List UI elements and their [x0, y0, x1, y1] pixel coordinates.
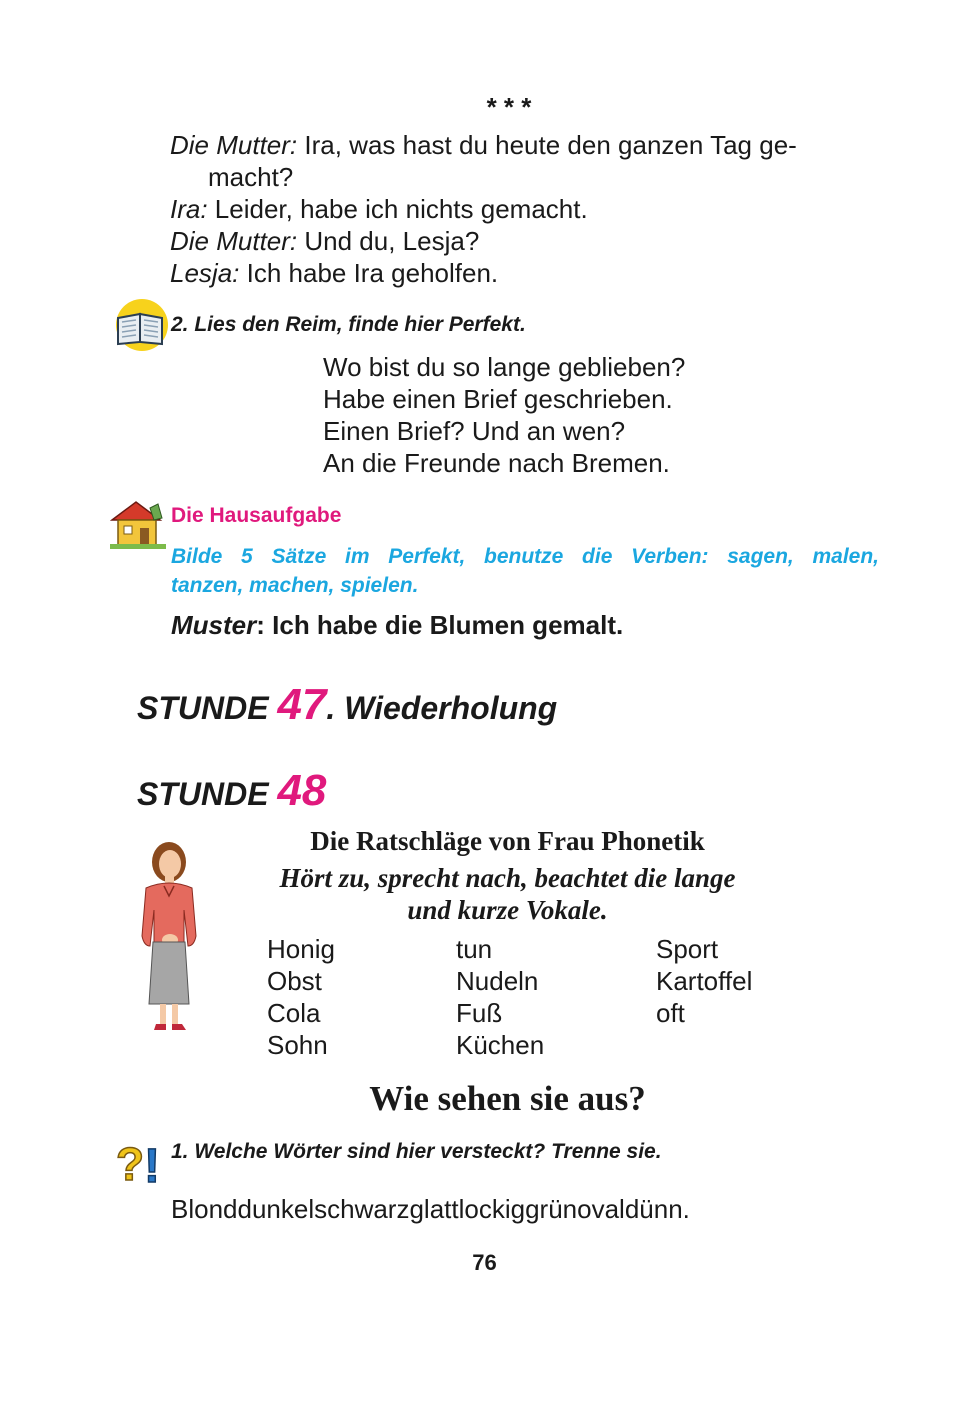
example-label: Muster	[171, 610, 257, 640]
dialogue-line-1	[170, 129, 797, 161]
lesson-47-heading	[137, 680, 557, 730]
word-item: Fuß	[456, 998, 503, 1028]
dialogue-text: Und du, Lesja?	[297, 226, 480, 256]
dialogue-text: Ich habe Ira geholfen.	[239, 258, 499, 288]
task-1-instruction: 1. Welche Wörter sind hier versteckt? Trenne sie.	[171, 1140, 662, 1163]
word-item: Sohn	[267, 1030, 328, 1060]
rhyme-line-3: Einen Brief? Und an wen?	[323, 416, 626, 446]
word-item: Kartoffel	[656, 966, 753, 996]
dialogue-text: macht?	[208, 162, 294, 192]
homework-instruction-line-1: Bilde 5 Sätze im Perfekt, benutze die Verben: sagen, malen,	[171, 545, 879, 568]
lesson-word: STUNDE	[137, 776, 278, 812]
section-separator: * * *	[486, 92, 532, 122]
word-item: Cola	[267, 998, 321, 1028]
phonetics-instruction-line-1: Hört zu, sprecht nach, beachtet die lange	[279, 863, 736, 893]
word-item: Nudeln	[456, 966, 539, 996]
word-item: oft	[656, 998, 685, 1028]
svg-text:!: !	[144, 1140, 160, 1188]
woman-figure-icon	[134, 840, 204, 1035]
word-item: Obst	[267, 966, 322, 996]
phonetics-title: Die Ratschläge von Frau Phonetik	[310, 826, 705, 856]
word-item: Sport	[656, 934, 719, 964]
word-column-3	[656, 933, 752, 1029]
phonetics-instruction-line-2: und kurze Vokale.	[407, 895, 608, 925]
homework-instruction-line-2: tanzen, machen, spielen.	[171, 574, 419, 597]
dialogue-line-2	[208, 161, 293, 193]
dialogue-line-4	[170, 225, 479, 257]
example-text: : Ich habe die Blumen gemalt.	[256, 610, 624, 640]
section-title: Wie sehen sie aus?	[369, 1079, 646, 1118]
dialogue-text: Leider, habe ich nichts gemacht.	[207, 194, 588, 224]
homework-example	[171, 610, 623, 641]
lesson-number: 47	[277, 680, 327, 729]
homework-title: Die Hausaufgabe	[171, 504, 342, 527]
lesson-48-heading	[137, 766, 326, 816]
dialogue-line-3	[170, 193, 588, 225]
book-icon	[112, 298, 168, 352]
word-item: Honig	[267, 934, 335, 964]
lesson-word: STUNDE	[137, 690, 278, 726]
question-exclamation-icon	[114, 1134, 168, 1188]
speaker-label: Ira:	[170, 194, 208, 224]
word-puzzle: Blonddunkelschwarzglattlockiggrünovaldünn.	[171, 1194, 690, 1224]
page-number: 76	[472, 1250, 497, 1275]
speaker-label: Die Mutter:	[170, 130, 298, 160]
house-icon	[110, 498, 166, 550]
task-2-instruction: 2. Lies den Reim, finde hier Perfekt.	[171, 313, 526, 336]
word-column-2	[456, 933, 544, 1061]
lesson-number: 48	[277, 766, 327, 815]
dialogue-line-5	[170, 257, 498, 289]
svg-text:?: ?	[116, 1138, 145, 1188]
word-item: Küchen	[456, 1030, 545, 1060]
rhyme-line-4: An die Freunde nach Bremen.	[323, 448, 670, 478]
rhyme-line-2: Habe einen Brief geschrieben.	[323, 384, 673, 414]
lesson-title: . Wiederholung	[326, 690, 558, 726]
speaker-label: Die Mutter:	[170, 226, 298, 256]
dialogue-text: Ira, was hast du heute den ganzen Tag ge-	[297, 130, 797, 160]
speaker-label: Lesja:	[170, 258, 240, 288]
word-column-1	[267, 933, 335, 1061]
rhyme-line-1: Wo bist du so lange geblieben?	[323, 352, 686, 382]
word-item: tun	[456, 934, 493, 964]
